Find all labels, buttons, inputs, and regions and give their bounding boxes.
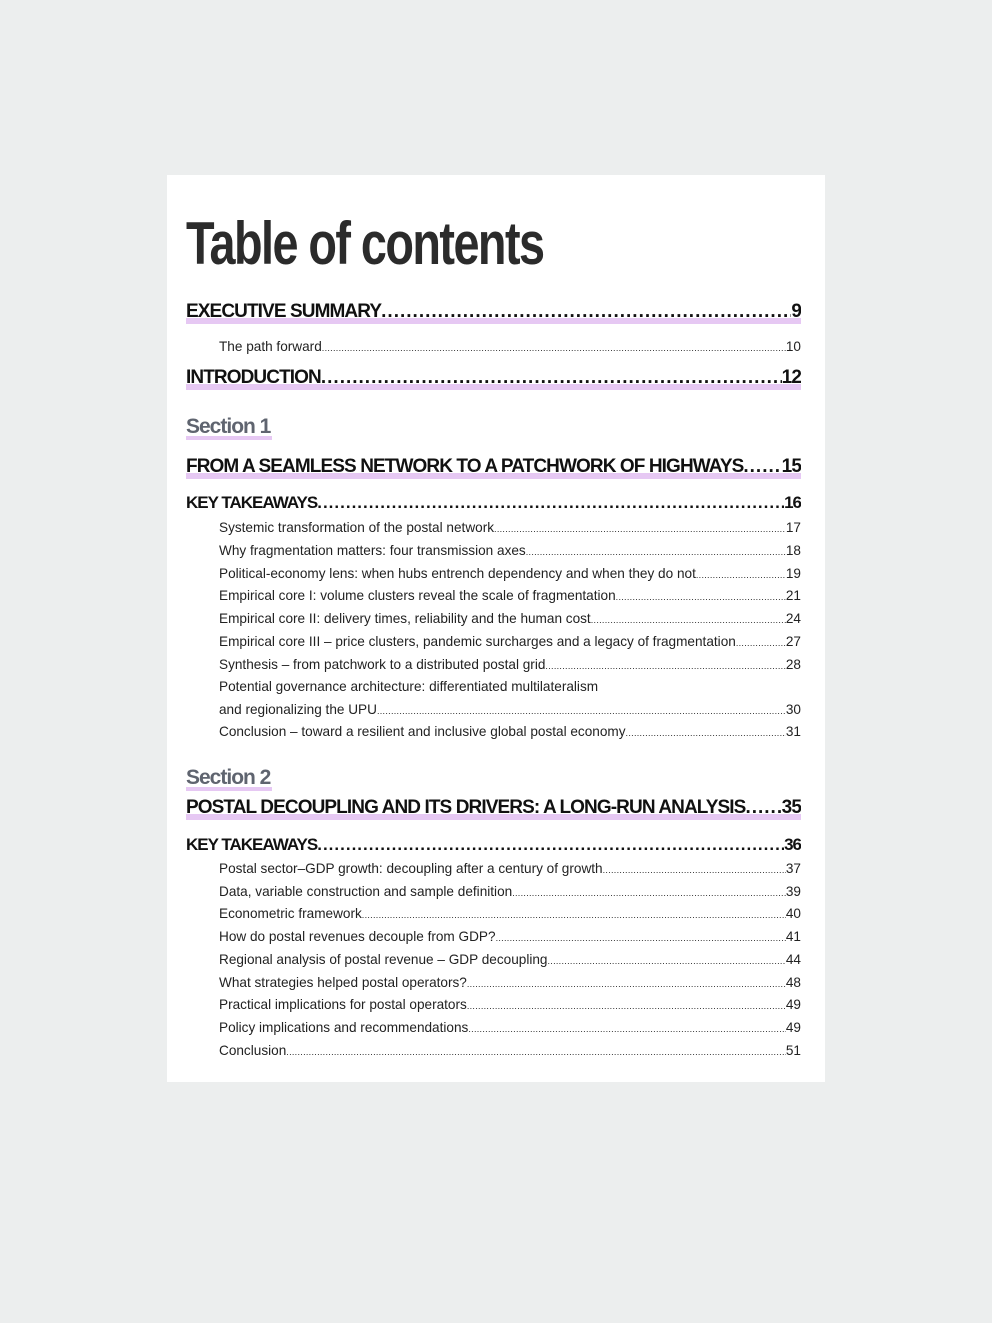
toc-entry-page: 37	[785, 861, 801, 876]
dot-leader	[745, 796, 781, 820]
toc-entry-page: 19	[785, 565, 801, 581]
toc-entry-label: Policy implications and recommendations	[219, 1019, 469, 1035]
toc-entry-label: Practical implications for postal operators	[219, 997, 467, 1013]
toc-entry[interactable]	[219, 1018, 801, 1039]
page-title: Table of contents	[186, 210, 544, 277]
toc-entry-label: and regionalizing the UPU	[219, 702, 377, 717]
toc-entry-label: Why fragmentation matters: four transmission axes	[219, 542, 526, 558]
toc-entry-page: 35	[781, 797, 801, 818]
toc-entry-governance-line-1[interactable]: Potential governance architecture: differentiated multilateralism	[219, 679, 599, 694]
toc-entry-page: 36	[784, 835, 801, 854]
dot-leader	[547, 950, 785, 971]
toc-entry-label: Econometric framework	[219, 906, 362, 922]
dot-leader	[526, 541, 786, 562]
toc-entry-label: EXECUTIVE SUMMARY	[186, 301, 382, 322]
toc-entry-label: Systemic transformation of the postal network	[219, 520, 495, 535]
section-2-label: Section 2	[186, 766, 271, 789]
toc-entry-label: Data, variable construction and sample definition	[219, 883, 513, 899]
toc-entry-page: 10	[785, 339, 801, 354]
dot-leader	[603, 859, 786, 880]
toc-entry[interactable]	[219, 927, 801, 948]
toc-entry[interactable]	[219, 655, 801, 676]
toc-entry-page: 16	[784, 493, 801, 512]
toc-entry-page: 15	[781, 456, 801, 477]
toc-entry-label: Political-economy lens: when hubs entrench dependency and when they do not	[219, 565, 696, 581]
toc-entry-label: The path forward	[219, 339, 322, 354]
toc-entry-page: 9	[791, 301, 801, 322]
toc-entry-key-takeaways-1[interactable]	[186, 492, 801, 514]
dot-leader	[317, 834, 784, 856]
dot-leader	[322, 337, 786, 358]
document-page	[167, 175, 825, 1082]
toc-entry-label: Regional analysis of postal revenue – GDP decoupling	[219, 951, 548, 967]
toc-entry-label: Conclusion – toward a resilient and inclusive global postal economy	[219, 724, 626, 739]
toc-entry-label: INTRODUCTION	[186, 367, 321, 388]
dot-leader	[362, 904, 786, 925]
toc-entry-label: Postal sector–GDP growth: decoupling after a century of growth	[219, 861, 603, 876]
toc-entry-page: 24	[785, 611, 801, 627]
toc-entry-page: 49	[785, 997, 801, 1013]
toc-entry-label: FROM A SEAMLESS NETWORK TO A PATCHWORK OF HIGHWAYS	[186, 456, 744, 477]
toc-entry-label: Empirical core I: volume clusters reveal the scale of fragmentation	[219, 588, 616, 604]
toc-entry-section-1-heading[interactable]	[186, 455, 801, 479]
toc-entry[interactable]	[219, 586, 801, 607]
toc-entry-executive-summary[interactable]	[186, 300, 801, 324]
toc-entry-introduction[interactable]	[186, 366, 801, 390]
dot-leader	[512, 882, 786, 903]
dot-leader	[545, 655, 785, 676]
toc-entry-page: 28	[785, 656, 801, 672]
toc-entry-governance-line-2[interactable]	[219, 700, 801, 721]
toc-entry-page: 17	[785, 520, 801, 535]
toc-entry-label: Synthesis – from patchwork to a distributed postal grid	[219, 656, 546, 672]
toc-entry-label: KEY TAKEAWAYS	[186, 835, 318, 854]
dot-leader	[377, 700, 786, 721]
toc-entry-page: 18	[785, 542, 801, 558]
dot-leader	[626, 722, 786, 743]
toc-entry-section-2-heading[interactable]	[186, 796, 801, 820]
toc-entry-label: Empirical core II: delivery times, reliability and the human cost	[219, 611, 591, 627]
toc-entry-label: KEY TAKEAWAYS	[186, 493, 318, 512]
toc-entry-page: 51	[785, 1042, 801, 1058]
toc-entry[interactable]	[219, 950, 801, 971]
toc-entry-page: 30	[785, 702, 801, 717]
toc-entry[interactable]	[219, 904, 801, 925]
toc-entry-page: 12	[781, 367, 801, 388]
dot-leader	[591, 609, 786, 630]
toc-entry-page: 31	[785, 724, 801, 739]
toc-entry-page: 48	[785, 974, 801, 990]
toc-entry[interactable]	[219, 632, 801, 653]
toc-entry-label: Conclusion	[219, 1042, 287, 1058]
dot-leader	[736, 632, 786, 653]
toc-entry-label: POSTAL DECOUPLING AND ITS DRIVERS: A LONG-RUN ANALYSIS	[186, 797, 746, 818]
dot-leader	[467, 995, 786, 1016]
dot-leader	[743, 455, 781, 479]
toc-entry-conclusion-1[interactable]	[219, 722, 801, 743]
toc-entry[interactable]	[219, 541, 801, 562]
toc-entry-page: 44	[785, 951, 801, 967]
dot-leader	[317, 492, 784, 514]
toc-entry[interactable]	[219, 995, 801, 1016]
toc-entry-page: 39	[785, 883, 801, 899]
toc-entry-path-forward[interactable]	[219, 337, 801, 358]
toc-entry[interactable]	[219, 859, 801, 880]
toc-entry-page: 41	[785, 929, 801, 945]
dot-leader	[467, 973, 786, 994]
toc-entry[interactable]	[219, 882, 801, 903]
toc-entry-page: 27	[785, 634, 801, 649]
toc-entry[interactable]	[219, 564, 801, 585]
toc-entry[interactable]	[219, 518, 801, 539]
toc-entry-label: What strategies helped postal operators?	[219, 974, 467, 990]
toc-entry-page: 40	[785, 906, 801, 922]
toc-entry[interactable]	[219, 1041, 801, 1062]
dot-leader	[494, 518, 786, 539]
toc-entry[interactable]	[219, 973, 801, 994]
dot-leader	[286, 1041, 786, 1062]
toc-entry-key-takeaways-2[interactable]	[186, 834, 801, 856]
dot-leader	[616, 586, 786, 607]
dot-leader	[696, 564, 786, 585]
dot-leader	[321, 366, 782, 390]
dot-leader	[468, 1018, 786, 1039]
toc-entry-page: 49	[785, 1019, 801, 1035]
dot-leader	[381, 300, 791, 324]
section-1-label: Section 1	[186, 415, 271, 438]
toc-entry[interactable]	[219, 609, 801, 630]
toc-entry-label: Empirical core III – price clusters, pandemic surcharges and a legacy of fragmentation	[219, 634, 736, 649]
dot-leader	[496, 927, 786, 948]
toc-entry-label: How do postal revenues decouple from GDP?	[219, 929, 496, 945]
toc-entry-page: 21	[785, 588, 801, 604]
